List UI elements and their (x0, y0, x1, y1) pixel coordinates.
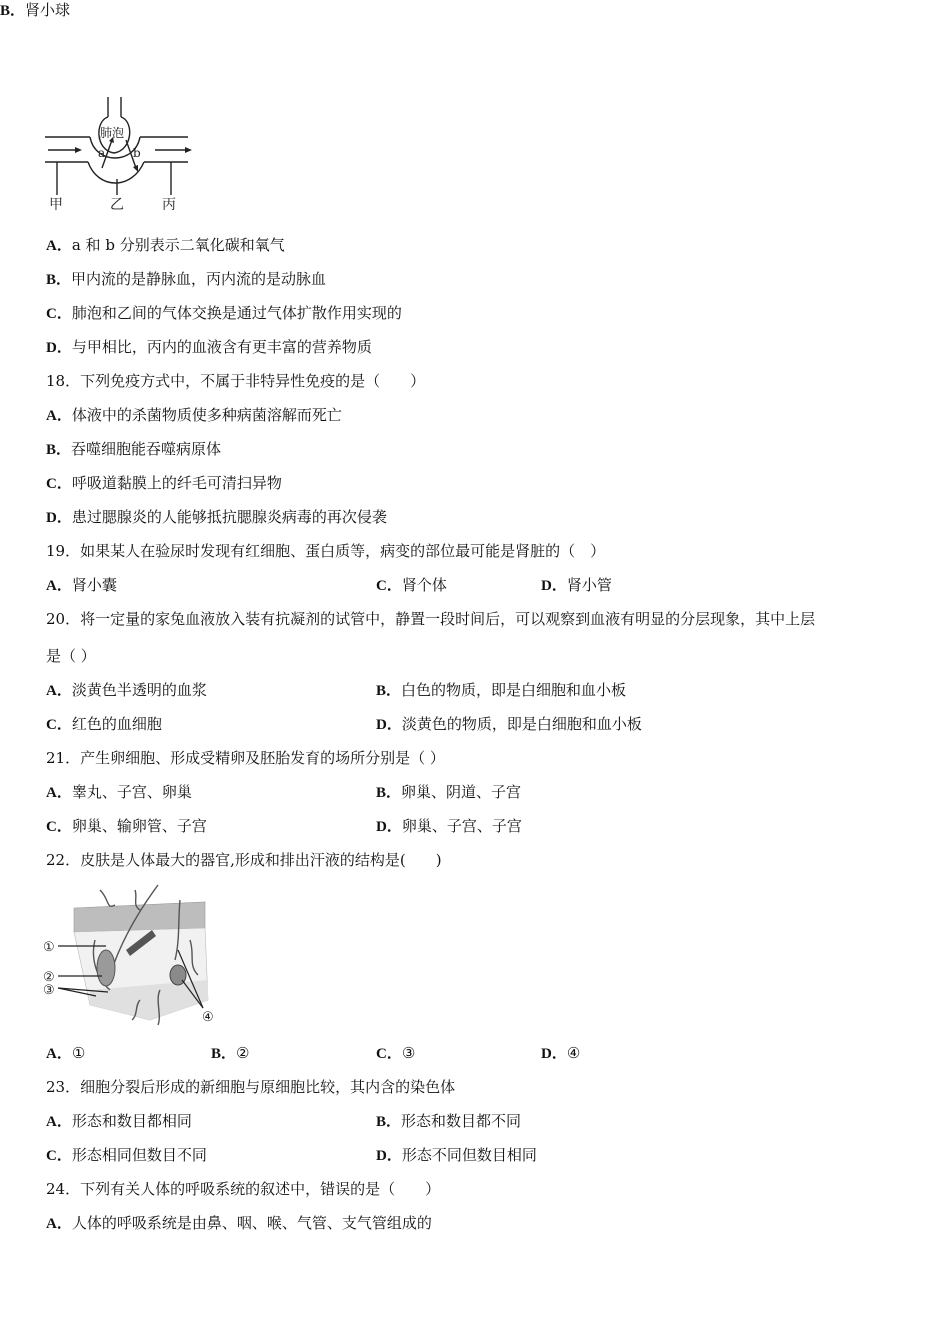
option-label: D． (46, 340, 72, 356)
q20-stem-line2: 是（ ） (46, 647, 96, 665)
option-label: B． (211, 1046, 237, 1062)
alveolus-diagram-icon (40, 95, 200, 215)
q22-stem: 22．皮肤是人体最大的器官,形成和排出汗液的结构是( ) (46, 851, 442, 869)
option-text: 形态不同但数目相同 (401, 1146, 537, 1164)
option-text: 肺泡和乙间的气体交换是通过气体扩散作用实现的 (71, 304, 402, 322)
option-label: B． (46, 272, 72, 288)
q18-option-c (46, 473, 282, 494)
option-label: A． (46, 785, 72, 801)
q17-option-a (46, 235, 285, 256)
q21-option-b (376, 782, 521, 803)
option-label: D． (46, 510, 72, 526)
option-text: 淡黄色半透明的血浆 (71, 681, 207, 699)
option-label: C． (46, 476, 72, 492)
option-text: 卵巢、子宫、子宫 (401, 817, 522, 835)
option-label: A． (46, 408, 72, 424)
skin-label-3: ③ (43, 983, 55, 998)
option-text: 形态和数目都不同 (401, 1112, 522, 1130)
q21-option-a (46, 782, 192, 803)
option-text: 与甲相比，丙内的血液含有更丰富的营养物质 (71, 338, 372, 356)
q19-stem: 19．如果某人在验尿时发现有红细胞、蛋白质等，病变的部位最可能是肾脏的（ ） (46, 542, 606, 560)
option-label: D． (376, 717, 402, 733)
q19-option-b (0, 0, 70, 21)
option-label: D． (541, 1046, 567, 1062)
q19-option-d (541, 575, 612, 596)
option-text: 卵巢、阴道、子宫 (401, 783, 522, 801)
q20-option-d (376, 714, 642, 735)
q19-option-a (46, 575, 117, 596)
skin-diagram-icon (40, 880, 220, 1030)
option-label: A． (46, 1114, 72, 1130)
q24-stem: 24．下列有关人体的呼吸系统的叙述中，错误的是（ ） (46, 1180, 441, 1198)
option-label: B． (376, 1114, 402, 1130)
option-text: 患过腮腺炎的人能够抵抗腮腺炎病毒的再次侵袭 (71, 508, 387, 526)
option-text: 形态相同但数目不同 (71, 1146, 207, 1164)
vessel-bing-label: 丙 (162, 197, 176, 213)
q17-option-c (46, 303, 402, 324)
q24-option-a (46, 1213, 432, 1234)
q22-option-b (211, 1043, 249, 1064)
skin-structure-figure (40, 880, 220, 1030)
option-label: D． (376, 1148, 402, 1164)
option-text: a 和 b 分别表示二氧化碳和氧气 (71, 236, 285, 254)
alveolus-capillary-figure (40, 95, 200, 215)
option-text: 淡黄色的物质，即是白细胞和血小板 (401, 715, 642, 733)
option-label: D． (541, 578, 567, 594)
alveolus-label: 肺泡 (100, 126, 125, 140)
q18-option-a (46, 405, 342, 426)
option-text: 肾小囊 (71, 576, 117, 594)
q23-option-d (376, 1145, 537, 1166)
q21-stem: 21．产生卵细胞、形成受精卵及胚胎发育的场所分别是（ ） (46, 749, 445, 767)
option-text: ④ (566, 1044, 581, 1062)
q19-option-c (376, 575, 447, 596)
q20-option-c (46, 714, 162, 735)
q22-option-d (541, 1043, 580, 1064)
option-label: B． (0, 3, 26, 19)
option-label: C． (376, 1046, 402, 1062)
q22-option-a (46, 1043, 85, 1064)
option-label: A． (46, 1216, 72, 1232)
q18-option-b (46, 439, 221, 460)
option-text: 形态和数目都相同 (71, 1112, 192, 1130)
option-label: B． (376, 785, 402, 801)
option-label: C． (46, 819, 72, 835)
q23-option-c (46, 1145, 207, 1166)
q20-stem-line1: 20．将一定量的家兔血液放入装有抗凝剂的试管中，静置一段时间后，可以观察到血液有明显的分层现象，其中上层 (46, 610, 816, 628)
option-text: 肾个体 (401, 576, 447, 594)
q21-option-c (46, 816, 207, 837)
option-text: 人体的呼吸系统是由鼻、咽、喉、气管、支气管组成的 (71, 1214, 432, 1232)
option-label: A． (46, 238, 72, 254)
arrow-a-label: a (98, 146, 106, 160)
vessel-jia-label: 甲 (49, 197, 63, 213)
q18-stem: 18．下列免疫方式中，不属于非特异性免疫的是（ ） (46, 372, 426, 390)
option-label: D． (376, 819, 402, 835)
option-label: A． (46, 578, 72, 594)
option-text: 吞噬细胞能吞噬病原体 (71, 440, 222, 458)
q21-option-d (376, 816, 522, 837)
option-label: B． (46, 442, 72, 458)
option-text: 睾丸、子宫、卵巢 (71, 783, 192, 801)
q23-option-a (46, 1111, 192, 1132)
q17-option-d (46, 337, 372, 358)
option-label: A． (46, 1046, 72, 1062)
option-text: 红色的血细胞 (71, 715, 162, 733)
skin-label-1: ① (43, 940, 55, 955)
skin-label-2: ② (43, 970, 55, 985)
q20-option-a (46, 680, 207, 701)
q23-stem: 23．细胞分裂后形成的新细胞与原细胞比较，其内含的染色体 (46, 1078, 456, 1096)
q22-option-c (376, 1043, 415, 1064)
option-text: 卵巢、输卵管、子宫 (71, 817, 207, 835)
q18-option-d (46, 507, 387, 528)
vessel-yi-label: 乙 (110, 197, 124, 213)
q23-option-b (376, 1111, 521, 1132)
option-label: B． (376, 683, 402, 699)
option-label: C． (46, 1148, 72, 1164)
q20-option-b (376, 680, 626, 701)
option-text: 体液中的杀菌物质使多种病菌溶解而死亡 (71, 406, 342, 424)
option-label: C． (46, 306, 72, 322)
q17-option-b (46, 269, 326, 290)
option-text: 白色的物质，即是白细胞和血小板 (401, 681, 627, 699)
option-label: C． (46, 717, 72, 733)
option-text: 肾小管 (566, 576, 612, 594)
option-label: C． (376, 578, 402, 594)
option-text: ③ (401, 1044, 416, 1062)
option-text: 呼吸道黏膜上的纤毛可清扫异物 (71, 474, 282, 492)
option-text: ① (71, 1044, 86, 1062)
option-label: A． (46, 683, 72, 699)
arrow-b-label: b (133, 146, 141, 160)
option-text: 肾小球 (25, 1, 71, 19)
option-text: ② (236, 1044, 250, 1062)
skin-label-4: ④ (202, 1010, 214, 1025)
option-text: 甲内流的是静脉血，丙内流的是动脉血 (71, 270, 327, 288)
